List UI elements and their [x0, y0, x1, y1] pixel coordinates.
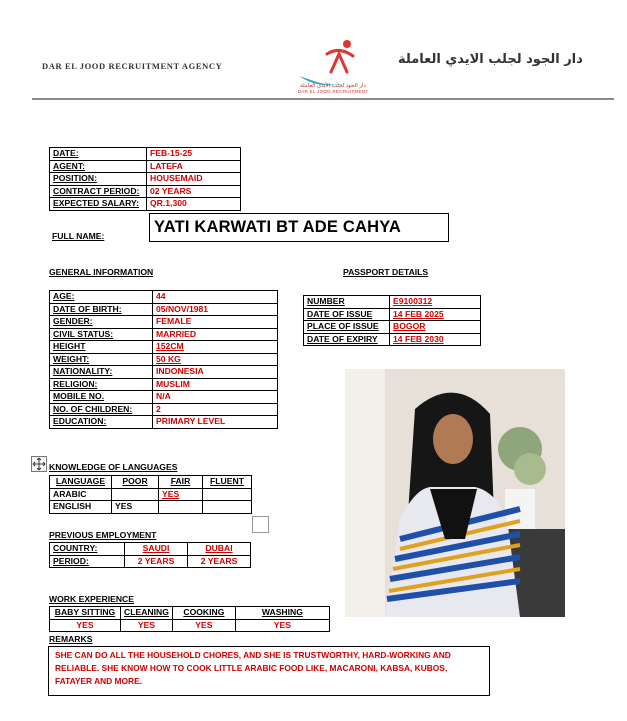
table-row	[50, 607, 330, 620]
table-row	[50, 185, 241, 198]
table-row	[50, 391, 278, 404]
info-label: DATE:	[50, 148, 147, 161]
table-row	[50, 416, 278, 429]
table-row	[50, 198, 241, 211]
general-label: HEIGHT	[50, 341, 153, 354]
passport-value: 14 FEB 2030	[390, 333, 481, 346]
table-row	[50, 378, 278, 391]
table-row	[50, 476, 252, 489]
general-value: MARRIED	[153, 328, 278, 341]
lang-fair	[159, 501, 203, 514]
checkbox[interactable]	[252, 516, 269, 533]
employment-country: DUBAI	[188, 543, 251, 556]
experience-header: CLEANING	[121, 607, 173, 620]
table-row	[50, 160, 241, 173]
table-row	[50, 353, 278, 366]
employment-country: SAUDI	[125, 543, 188, 556]
general-label: MOBILE NO.	[50, 391, 153, 404]
info-value: 02 YEARS	[147, 185, 241, 198]
general-label: RELIGION:	[50, 378, 153, 391]
passport-label: PLACE OF ISSUE	[304, 321, 390, 334]
experience-value: YES	[172, 619, 235, 632]
experience-value: YES	[121, 619, 173, 632]
employment-table	[49, 542, 251, 568]
experience-value: YES	[235, 619, 329, 632]
full-name-value: YATI KARWATI BT ADE CAHYA	[154, 218, 402, 236]
info-value: QR.1,300	[147, 198, 241, 211]
info-label: CONTRACT PERIOD:	[50, 185, 147, 198]
table-row	[50, 501, 252, 514]
general-value: 152CM	[153, 341, 278, 354]
general-info-title: GENERAL INFORMATION	[49, 267, 154, 277]
experience-table	[49, 606, 330, 632]
passport-title: PASSPORT DETAILS	[343, 267, 429, 277]
employment-title: PREVIOUS EMPLOYMENT	[49, 530, 157, 540]
lang-name: ENGLISH	[50, 501, 112, 514]
lang-fluent	[203, 501, 252, 514]
general-value: 50 KG	[153, 353, 278, 366]
table-row	[304, 308, 481, 321]
general-value: 44	[153, 291, 278, 304]
languages-table	[49, 475, 252, 514]
table-row	[50, 328, 278, 341]
info-value: LATEFA	[147, 160, 241, 173]
general-label: NO. OF CHILDREN:	[50, 403, 153, 416]
experience-title: WORK EXPERIENCE	[49, 594, 134, 604]
lang-header: FAIR	[159, 476, 203, 489]
lang-poor: YES	[112, 501, 159, 514]
table-row	[304, 296, 481, 309]
lang-name: ARABIC	[50, 488, 112, 501]
lang-fair: YES	[159, 488, 203, 501]
passport-value: 14 FEB 2025	[390, 308, 481, 321]
employment-label: COUNTRY:	[50, 543, 125, 556]
experience-header: COOKING	[172, 607, 235, 620]
lang-fluent	[203, 488, 252, 501]
candidate-photo	[345, 369, 565, 617]
general-label: EDUCATION:	[50, 416, 153, 429]
table-row	[50, 291, 278, 304]
remarks-text: SHE CAN DO ALL THE HOUSEHOLD CHORES, AND SHE IS TRUSTWORTHY, HARD-WORKING AND RELIABLE. SHE KNOW HOW TO COOK LITTLE ARABIC FOOD LIKE, MACARONI, KABSA, KUBOS, FATAYER AND MORE.	[55, 650, 451, 686]
table-row	[50, 555, 251, 568]
header-divider	[32, 98, 614, 100]
general-info-table	[49, 290, 278, 429]
info-label: POSITION:	[50, 173, 147, 186]
general-value: PRIMARY LEVEL	[153, 416, 278, 429]
general-value: INDONESIA	[153, 366, 278, 379]
general-value: MUSLIM	[153, 378, 278, 391]
table-row	[50, 619, 330, 632]
general-value: N/A	[153, 391, 278, 404]
table-row	[50, 303, 278, 316]
experience-header: BABY SITTING	[50, 607, 121, 620]
table-row	[50, 173, 241, 186]
table-row	[50, 148, 241, 161]
lang-header: POOR	[112, 476, 159, 489]
lang-header: LANGUAGE	[50, 476, 112, 489]
table-row	[50, 488, 252, 501]
remarks-title: REMARKS	[49, 634, 93, 644]
top-info-table	[49, 147, 241, 211]
info-label: EXPECTED SALARY:	[50, 198, 147, 211]
agency-name-ar: دار الجود لجلب الايدي العاملة	[398, 52, 583, 67]
employment-period: 2 YEARS	[125, 555, 188, 568]
general-label: DATE OF BIRTH:	[50, 303, 153, 316]
passport-label: NUMBER	[304, 296, 390, 309]
passport-table	[303, 295, 481, 346]
general-label: GENDER:	[50, 316, 153, 329]
agency-name-en: DAR EL JOOD RECRUITMENT AGENCY	[42, 61, 223, 71]
general-value: 05/NOV/1981	[153, 303, 278, 316]
table-row	[50, 543, 251, 556]
table-row	[50, 403, 278, 416]
general-label: NATIONALITY:	[50, 366, 153, 379]
experience-header: WASHING	[235, 607, 329, 620]
full-name-label: FULL NAME:	[52, 231, 105, 241]
general-value: 2	[153, 403, 278, 416]
move-handle-icon[interactable]	[31, 456, 47, 472]
table-row	[304, 333, 481, 346]
languages-title: KNOWLEDGE OF LANGUAGES	[49, 462, 178, 472]
passport-label: DATE OF EXPIRY	[304, 333, 390, 346]
logo-caption-en: DAR EL JOOD RECRUITMENT	[297, 89, 369, 94]
employment-period: 2 YEARS	[188, 555, 251, 568]
info-label: AGENT:	[50, 160, 147, 173]
lang-header: FLUENT	[203, 476, 252, 489]
table-row	[50, 316, 278, 329]
info-value: FEB-15-25	[147, 148, 241, 161]
table-row	[50, 341, 278, 354]
passport-value: BOGOR	[390, 321, 481, 334]
logo-caption-ar: دار الجود لجلب الأيدي العاملة	[300, 83, 366, 89]
table-row	[50, 366, 278, 379]
general-label: AGE:	[50, 291, 153, 304]
general-value: FEMALE	[153, 316, 278, 329]
general-label: CIVIL STATUS:	[50, 328, 153, 341]
table-row	[304, 321, 481, 334]
employment-label: PERIOD:	[50, 555, 125, 568]
info-value: HOUSEMAID	[147, 173, 241, 186]
lang-poor	[112, 488, 159, 501]
experience-value: YES	[50, 619, 121, 632]
passport-value: E9100312	[390, 296, 481, 309]
general-label: WEIGHT:	[50, 353, 153, 366]
passport-label: DATE OF ISSUE	[304, 308, 390, 321]
